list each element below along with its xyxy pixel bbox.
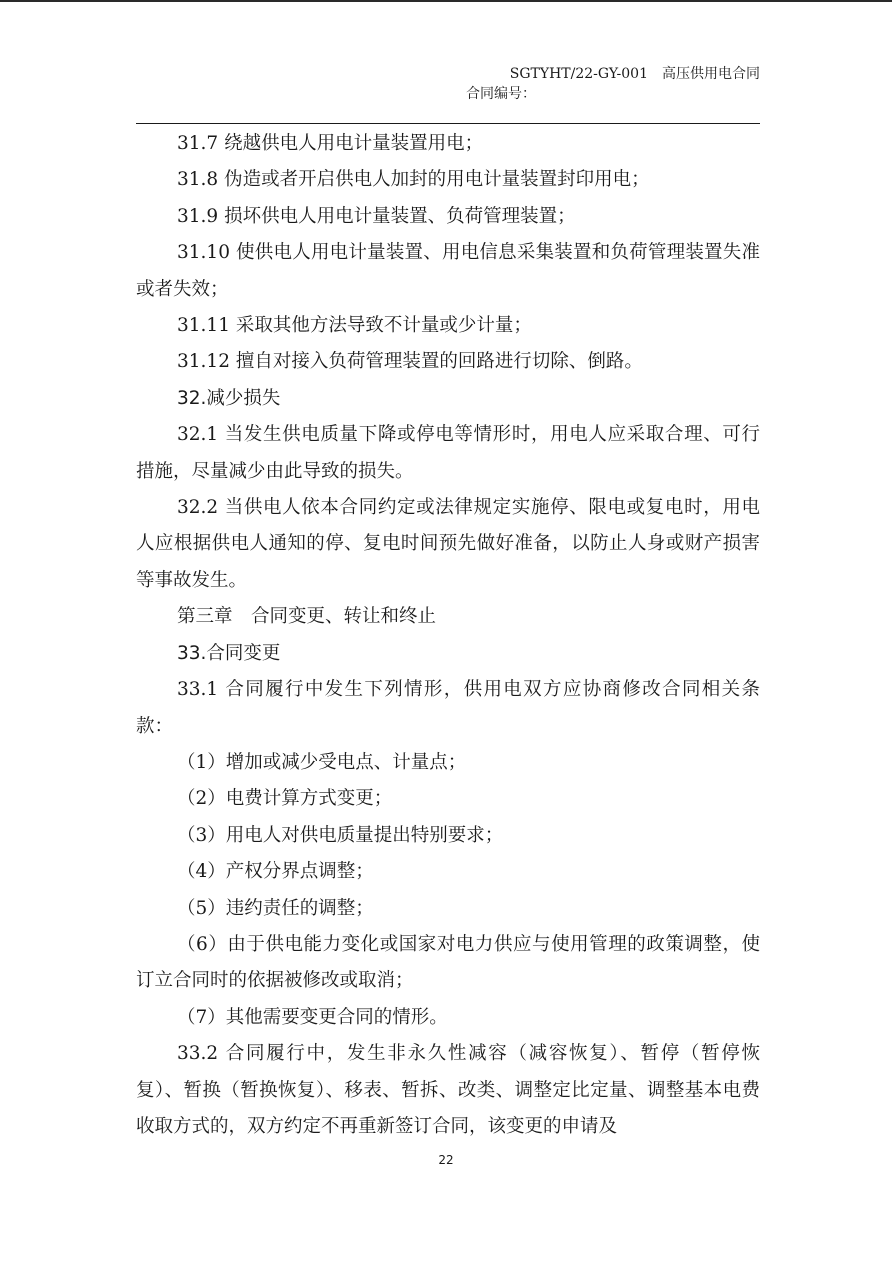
- contract-number-line: [136, 84, 760, 104]
- clause-31-8: 31.8 伪造或者开启供电人加封的用电计量装置封印用电；: [177, 169, 650, 191]
- chapter-heading-3: 第三章 合同变更、转让和终止: [177, 606, 437, 628]
- list-item-3: （3）用电人对供电质量提出特别要求；: [177, 824, 504, 846]
- document-title: 高压供用电合同: [662, 66, 760, 82]
- clause-31-11: 31.11 采取其他方法导致不计量或少计量；: [177, 315, 532, 337]
- header-title-line: [136, 64, 760, 84]
- list-item-1: （1）增加或减少受电点、计量点；: [177, 751, 467, 773]
- page-number: 22: [438, 1153, 454, 1167]
- clause-31-12: 31.12 擅自对接入负荷管理装置的回路进行切除、倒路。: [177, 351, 643, 373]
- clause-32-2: 32.2 当供电人依本合同约定或法律规定实施停、限电或复电时，用电人应根据供电人通知的停、复电时间预先做好准备，以防止人身或财产损害等事故发生。: [136, 497, 760, 591]
- page-header: [136, 64, 760, 104]
- list-item-6: （6）由于供电能力变化或国家对电力供应与使用管理的政策调整，使订立合同时的依据被修改或取消；: [136, 933, 760, 992]
- clause-32-1: 32.1 当发生供电质量下降或停电等情形时，用电人应采取合理、可行措施，尽量减少由此导致的损失。: [136, 424, 760, 482]
- list-item-2: （2）电费计算方式变更；: [177, 788, 393, 810]
- header-divider: [136, 123, 760, 124]
- document-code: SGTYHT/22-GY-001: [509, 66, 648, 82]
- clause-33-1: 33.1 合同履行中发生下列情形，供用电双方应协商修改合同相关条款：: [136, 679, 760, 737]
- section-heading-33: 33.合同变更: [177, 642, 281, 664]
- section-heading-32: 32.减少损失: [177, 387, 281, 409]
- clause-31-10: 31.10 使供电人用电计量装置、用电信息采集装置和负荷管理装置失准或者失效；: [136, 242, 760, 300]
- page-top-edge: [0, 0, 892, 2]
- clause-31-9: 31.9 损坏供电人用电计量装置、负荷管理装置；: [177, 205, 576, 227]
- clause-33-2: 33.2 合同履行中，发生非永久性减容（减容恢复）、暂停（暂停恢复）、暂换（暂换恢复）、移表、暂拆、改类、调整定比定量、调整基本电费收取方式的，双方约定不再重新签订合同，该变更的申请及: [136, 1043, 760, 1137]
- list-item-5: （5）违约责任的调整；: [177, 897, 374, 919]
- contract-number-label: 合同编号：: [466, 86, 536, 102]
- list-item-7: （7）其他需要变更合同的情形。: [177, 1006, 448, 1028]
- clause-31-7: 31.7 绕越供电人用电计量装置用电；: [177, 133, 484, 154]
- list-item-4: （4）产权分界点调整；: [177, 861, 374, 883]
- document-body: [136, 126, 760, 1145]
